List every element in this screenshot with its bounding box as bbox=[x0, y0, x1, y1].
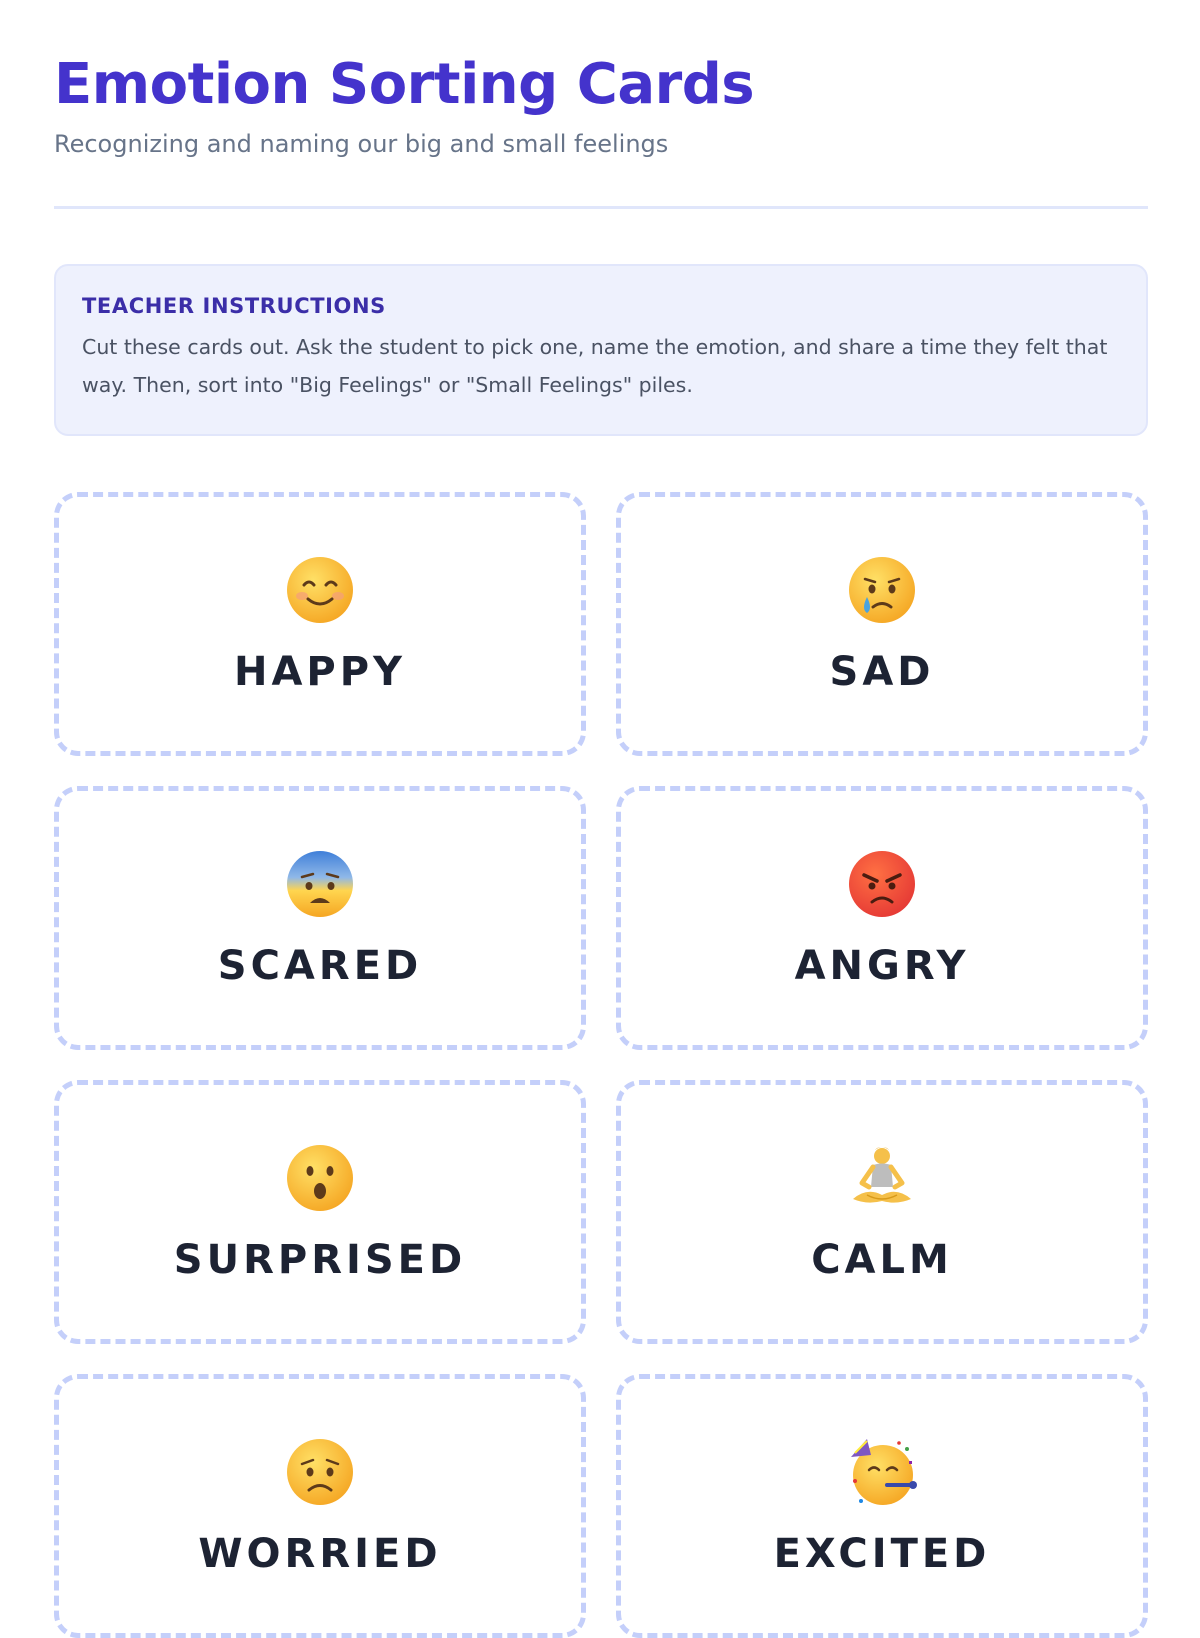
surprised-face-icon bbox=[59, 1143, 581, 1213]
emotion-card-calm[interactable] bbox=[616, 1080, 1148, 1344]
card-label: CALM bbox=[811, 1237, 953, 1283]
card-label: ANGRY bbox=[794, 943, 970, 989]
emotion-card-scared[interactable] bbox=[54, 786, 586, 1050]
card-label: SAD bbox=[829, 649, 935, 695]
card-label: HAPPY bbox=[233, 649, 407, 695]
page-title: Emotion Sorting Cards bbox=[54, 52, 755, 117]
angry-face-icon bbox=[621, 849, 1143, 919]
emotion-card-angry[interactable] bbox=[616, 786, 1148, 1050]
meditating-person-icon bbox=[621, 1143, 1143, 1213]
header-divider bbox=[54, 206, 1148, 209]
emotion-card-happy[interactable] bbox=[54, 492, 586, 756]
emotion-card-excited[interactable] bbox=[616, 1374, 1148, 1638]
emotion-card-worried[interactable] bbox=[54, 1374, 586, 1638]
teacher-instructions-box bbox=[54, 264, 1148, 436]
instructions-text: Cut these cards out. Ask the student to pick one, name the emotion, and share a time they felt that way. Then, sort into "Big Feelings" or "Small Feelings" piles. bbox=[82, 335, 1108, 397]
smiling-face-icon bbox=[59, 555, 581, 625]
crying-face-icon bbox=[621, 555, 1143, 625]
card-label: SCARED bbox=[217, 943, 423, 989]
emotion-card-sad[interactable] bbox=[616, 492, 1148, 756]
page-subtitle: Recognizing and naming our big and small feelings bbox=[54, 130, 669, 158]
fearful-face-icon bbox=[59, 849, 581, 919]
emotion-card-surprised[interactable] bbox=[54, 1080, 586, 1344]
party-face-icon bbox=[621, 1437, 1143, 1507]
instructions-heading: TEACHER INSTRUCTIONS bbox=[82, 294, 386, 318]
worried-face-icon bbox=[59, 1437, 581, 1507]
card-label: SURPRISED bbox=[173, 1237, 467, 1283]
card-label: WORRIED bbox=[198, 1531, 442, 1577]
card-label: EXCITED bbox=[773, 1531, 991, 1577]
